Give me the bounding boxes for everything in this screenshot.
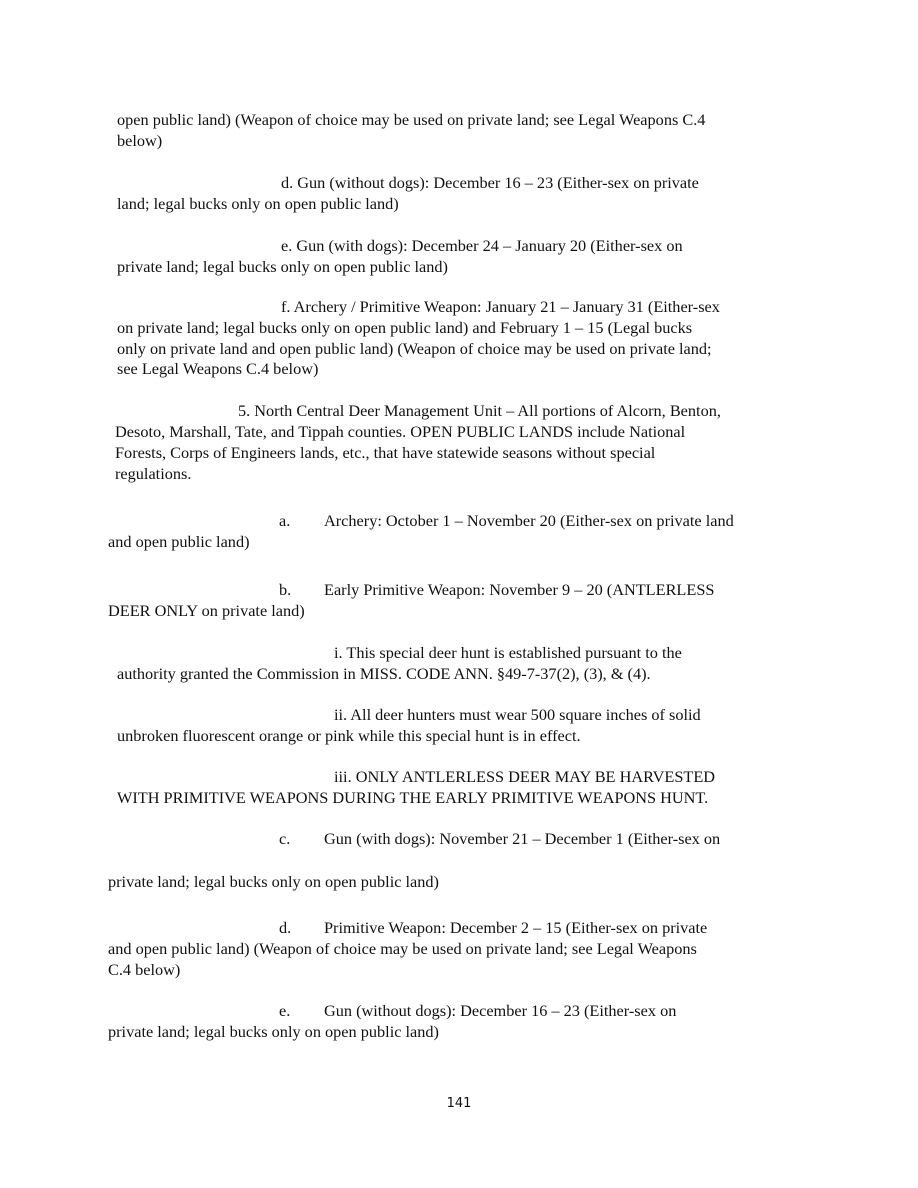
text-line: e. Gun (with dogs): December 24 – January 20 (Either-sex on — [281, 236, 683, 255]
text-line: Gun (without dogs): December 16 – 23 (Either-sex on — [324, 1001, 677, 1020]
text-line: private land; legal bucks only on open public land) — [108, 872, 439, 891]
text-line: WITH PRIMITIVE WEAPONS DURING THE EARLY PRIMITIVE WEAPONS HUNT. — [117, 788, 709, 807]
text-line: ii. All deer hunters must wear 500 square inches of solid — [334, 705, 701, 724]
text-line: below) — [117, 131, 163, 150]
text-line: Desoto, Marshall, Tate, and Tippah counties. OPEN PUBLIC LANDS include National — [115, 422, 686, 441]
text-line: only on private land and open public land) (Weapon of choice may be used on private land; — [117, 339, 712, 358]
text-line: see Legal Weapons C.4 below) — [117, 359, 319, 378]
text-line: Early Primitive Weapon: November 9 – 20 (ANTLERLESS — [324, 580, 715, 599]
list-marker: d. — [279, 918, 292, 937]
text-line: authority granted the Commission in MISS. CODE ANN. §49-7-37(2), (3), & (4). — [117, 664, 651, 683]
text-line: f. Archery / Primitive Weapon: January 21 – January 31 (Either-sex — [281, 297, 720, 316]
text-line: regulations. — [115, 464, 192, 483]
text-line: Archery: October 1 – November 20 (Either-sex on private land — [324, 511, 734, 530]
text-line: open public land) (Weapon of choice may be used on private land; see Legal Weapons C.4 — [117, 110, 706, 129]
text-line: and open public land) (Weapon of choice may be used on private land; see Legal Weapons — [108, 939, 697, 958]
text-line: unbroken fluorescent orange or pink while this special hunt is in effect. — [117, 726, 581, 745]
text-line: d. Gun (without dogs): December 16 – 23 (Either-sex on private — [281, 173, 699, 192]
text-line: DEER ONLY on private land) — [108, 601, 305, 620]
text-line: i. This special deer hunt is established pursuant to the — [334, 643, 682, 662]
text-line: Forests, Corps of Engineers lands, etc., that have statewide seasons without special — [115, 443, 656, 462]
page-number: 141 — [446, 1096, 472, 1111]
text-line: on private land; legal bucks only on open public land) and February 1 – 15 (Legal bucks — [117, 318, 693, 337]
list-marker: c. — [279, 829, 291, 848]
text-line: C.4 below) — [108, 960, 181, 979]
text-line: land; legal bucks only on open public land) — [117, 194, 399, 213]
text-line: 5. North Central Deer Management Unit – All portions of Alcorn, Benton, — [238, 401, 721, 420]
text-line: iii. ONLY ANTLERLESS DEER MAY BE HARVESTED — [334, 767, 716, 786]
text-line: private land; legal bucks only on open public land) — [108, 1022, 439, 1041]
text-line: and open public land) — [108, 532, 250, 551]
list-marker: b. — [279, 580, 292, 599]
text-line: Gun (with dogs): November 21 – December 1 (Either-sex on — [324, 829, 721, 848]
list-marker: a. — [279, 511, 291, 530]
text-line: private land; legal bucks only on open public land) — [117, 257, 448, 276]
list-marker: e. — [279, 1001, 291, 1020]
text-line: Primitive Weapon: December 2 – 15 (Either-sex on private — [324, 918, 708, 937]
